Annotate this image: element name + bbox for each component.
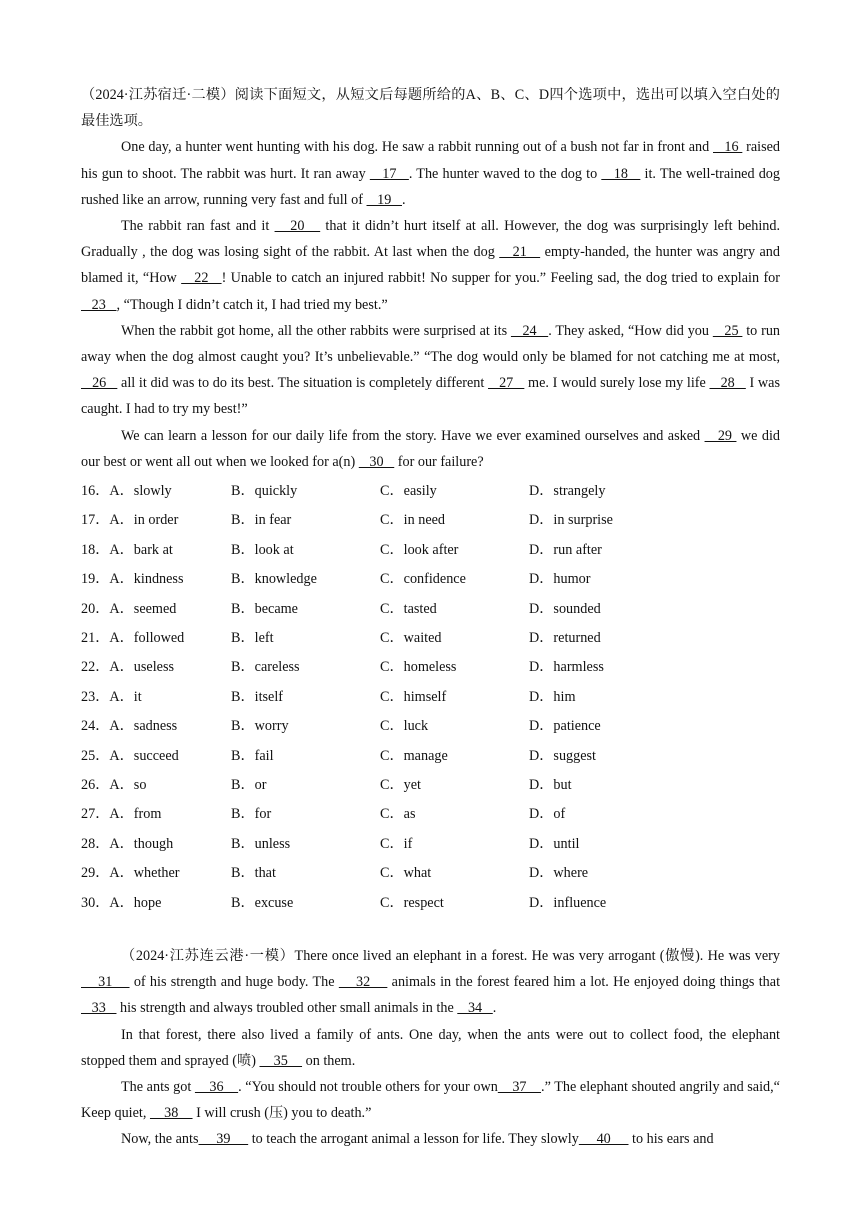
option-b[interactable]: B．or: [231, 776, 267, 793]
option-b[interactable]: B．excuse: [231, 894, 294, 911]
passage-text: . The hunter waved to the dog to: [408, 165, 602, 182]
option-row: [81, 830, 780, 859]
option-b[interactable]: B．that: [231, 865, 276, 882]
section2-paragraph: [81, 1074, 780, 1126]
option-row: [81, 653, 780, 682]
option-row: [81, 889, 780, 918]
passage-text: .” The elephant shouted angrily and said,“ Keep quiet,: [81, 1078, 780, 1122]
passage-text: I was caught. I had to try my best!”: [81, 375, 780, 418]
passage-text: （2024·江苏连云港·一模）There once lived an elephant in a forest. He was very arrogant (傲慢). He was very: [121, 947, 780, 964]
answer-blank: 39: [198, 1131, 249, 1148]
option-d[interactable]: D．where: [529, 865, 589, 882]
option-b[interactable]: B．for: [231, 806, 272, 823]
option-d[interactable]: D．run after: [529, 541, 602, 558]
option-d[interactable]: D．strangely: [529, 483, 606, 500]
answer-blank: 17: [369, 165, 409, 182]
option-a[interactable]: 30．A．hope: [81, 894, 162, 911]
passage-text: .: [492, 1000, 497, 1017]
option-c[interactable]: C．homeless: [380, 659, 457, 676]
passage-text: The ants got: [121, 1078, 195, 1095]
option-b[interactable]: B．left: [231, 630, 274, 646]
section2-paragraph: [81, 943, 780, 1022]
passage-text: . “You should not trouble others for your own: [238, 1078, 498, 1095]
option-c[interactable]: C．himself: [380, 688, 447, 705]
answer-blank: 26: [81, 375, 118, 392]
option-d[interactable]: D．in surprise: [529, 512, 613, 529]
passage-text: The rabbit ran fast and it: [121, 218, 275, 235]
option-a[interactable]: 28．A．though: [81, 835, 174, 852]
option-c[interactable]: C．confidence: [380, 571, 466, 588]
option-row: [81, 536, 780, 565]
option-a[interactable]: 23．A．it: [81, 688, 142, 705]
answer-blank: 29: [704, 427, 737, 444]
option-row: [81, 859, 780, 888]
passage-text: of his strength and huge body. The: [129, 974, 339, 991]
option-a[interactable]: 20．A．seemed: [81, 600, 177, 617]
answer-blank: 32: [338, 974, 388, 991]
answer-blank: 33: [81, 1000, 117, 1017]
section2-passage: [81, 943, 780, 1153]
option-a[interactable]: 27．A．from: [81, 806, 162, 823]
option-c[interactable]: C．easily: [380, 483, 437, 500]
option-d[interactable]: D．patience: [529, 718, 601, 735]
answer-blank: 37: [497, 1078, 542, 1095]
option-b[interactable]: B．quickly: [231, 483, 298, 500]
passage-text: me. I would surely lose my life: [524, 375, 710, 392]
option-d[interactable]: D．him: [529, 688, 576, 705]
answer-blank: 27: [488, 375, 525, 392]
passage-text: . They asked, “How did you: [548, 322, 713, 339]
option-a[interactable]: 17．A．in order: [81, 512, 179, 529]
passage-text: ! Unable to catch an injured rabbit! No supper for you.” Feeling sad, the dog tried to explain for: [221, 270, 780, 287]
section2-paragraph: [81, 1126, 780, 1152]
passage-text: his strength and always troubled other small animals in the: [116, 1000, 458, 1017]
answer-blank: 36: [194, 1078, 239, 1095]
passage-text: to teach the arrogant animal a lesson for life. They slowly: [248, 1131, 579, 1148]
option-c[interactable]: C．as: [380, 806, 416, 823]
option-row: [81, 800, 780, 829]
section1-paragraph: [81, 213, 780, 318]
answer-blank: 40: [578, 1131, 629, 1148]
option-b[interactable]: B．knowledge: [231, 571, 317, 588]
answer-blank: 20: [274, 218, 321, 235]
passage-text: for our failure?: [394, 453, 484, 470]
answer-blank: 30: [358, 453, 395, 470]
answer-blank: 18: [601, 165, 641, 182]
document-page: [81, 0, 780, 1153]
passage-text: to his ears and: [628, 1131, 714, 1148]
section1-passage: [81, 134, 780, 475]
passage-text: raised his gun to shoot. The rabbit was hurt. It ran away: [81, 139, 780, 182]
option-c[interactable]: C．what: [380, 865, 432, 882]
option-row: [81, 624, 780, 653]
option-row: [81, 771, 780, 800]
section2-paragraph: [81, 1022, 780, 1074]
option-row: [81, 742, 780, 771]
option-a[interactable]: 26．A．so: [81, 776, 147, 793]
option-c[interactable]: C．if: [380, 835, 413, 852]
section1-paragraph: [81, 134, 780, 213]
option-a[interactable]: 25．A．succeed: [81, 747, 179, 764]
option-c[interactable]: C．luck: [380, 718, 429, 735]
passage-text: empty-handed, the hunter was angry and blamed it, “How: [81, 244, 780, 287]
answer-blank: 24: [510, 322, 549, 339]
passage-text: that it didn’t hurt itself at all. However, the dog was surprisingly left behind. Gradually , the dog was losing sight of the rabbit. At last when the dog: [81, 218, 781, 261]
answer-blank: 19: [366, 191, 402, 208]
option-b[interactable]: B．became: [231, 600, 298, 617]
option-b[interactable]: B．itself: [231, 688, 284, 705]
passage-text: we did our best or went all out when we looked for a(n): [81, 427, 780, 470]
answer-blank: 23: [81, 296, 117, 313]
passage-text: on them.: [302, 1052, 356, 1069]
option-b[interactable]: B．careless: [231, 659, 300, 676]
option-b[interactable]: B．look at: [231, 541, 294, 558]
option-a[interactable]: 19．A．kindness: [81, 571, 184, 588]
option-d[interactable]: D．until: [529, 835, 580, 852]
option-a[interactable]: 18．A．bark at: [81, 541, 173, 558]
option-c[interactable]: C．respect: [380, 894, 444, 911]
passage-text: all it did was to do its best. The situation is completely different: [117, 375, 489, 392]
passage-text: We can learn a lesson for our daily life from the story. Have we ever examined ourselves and asked: [121, 427, 705, 444]
option-b[interactable]: B．in fear: [231, 512, 292, 529]
option-a[interactable]: 24．A．sadness: [81, 718, 178, 735]
option-c[interactable]: C．in need: [380, 512, 446, 529]
section1-paragraph: [81, 318, 780, 423]
option-a[interactable]: 21．A．followed: [81, 630, 185, 646]
option-b[interactable]: B．fail: [231, 747, 274, 764]
passage-text: .: [401, 191, 406, 208]
section1-paragraph: [81, 423, 780, 475]
passage-text: it. The well-trained dog rushed like an arrow, running very fast and full of: [81, 165, 780, 208]
option-b[interactable]: B．unless: [231, 835, 291, 852]
answer-blank: 25: [712, 322, 743, 339]
passage-text: One day, a hunter went hunting with his dog. He saw a rabbit running out of a bush not far in front and: [121, 139, 713, 156]
option-c[interactable]: C．yet: [380, 776, 421, 793]
option-d[interactable]: D．suggest: [529, 747, 596, 764]
answer-blank: 28: [709, 375, 746, 392]
option-row: [81, 565, 780, 594]
option-d[interactable]: D．harmless: [529, 659, 604, 676]
passage-text: , “Though I didn’t catch it, I had tried my best.”: [116, 296, 388, 313]
answer-blank: 38: [149, 1105, 193, 1122]
option-a[interactable]: 22．A．useless: [81, 659, 175, 676]
answer-blank: 34: [457, 1000, 493, 1017]
option-b[interactable]: B．worry: [231, 718, 289, 735]
answer-blank: 31: [81, 974, 130, 991]
section1-instructions: （2024·江苏宿迁·二模）阅读下面短文，从短文后每题所给的A、B、C、D四个选项中，选出可以填入空白处的最佳选项。: [81, 87, 780, 130]
option-a[interactable]: 29．A．whether: [81, 865, 180, 882]
option-row: [81, 712, 780, 741]
option-d[interactable]: D．humor: [529, 571, 591, 588]
answer-blank: 16: [713, 139, 743, 156]
option-row: [81, 595, 780, 624]
passage-text: In that forest, there also lived a family of ants. One day, when the ants were out to collect food, the elephant stopped them and sprayed (喷): [81, 1026, 780, 1069]
option-d[interactable]: D．of: [529, 806, 566, 823]
option-c[interactable]: C．look after: [380, 541, 459, 558]
option-row: [81, 477, 780, 506]
passage-text: animals in the forest feared him a lot. He enjoyed doing things that: [387, 974, 781, 991]
option-d[interactable]: D．sounded: [529, 600, 601, 617]
option-row: [81, 506, 780, 535]
option-row: [81, 683, 780, 712]
option-c[interactable]: C．tasted: [380, 600, 437, 617]
option-a[interactable]: 16．A．slowly: [81, 483, 172, 500]
passage-text: Now, the ants: [121, 1131, 199, 1148]
option-d[interactable]: D．returned: [529, 630, 601, 646]
passage-text: to run away when the dog almost caught you? It’s unbelievable.” “The dog would only be blamed for not catching me at most,: [81, 322, 781, 366]
section1-options: [81, 477, 780, 918]
passage-text: I will crush (压) you to death.”: [192, 1105, 372, 1122]
option-c[interactable]: C．waited: [380, 630, 442, 646]
option-c[interactable]: C．manage: [380, 747, 448, 764]
passage-text: When the rabbit got home, all the other rabbits were surprised at its: [121, 322, 511, 339]
answer-blank: 35: [259, 1052, 303, 1069]
option-d[interactable]: D．but: [529, 776, 572, 793]
answer-blank: 22: [181, 270, 222, 287]
answer-blank: 21: [499, 244, 541, 261]
option-d[interactable]: D．influence: [529, 894, 607, 911]
